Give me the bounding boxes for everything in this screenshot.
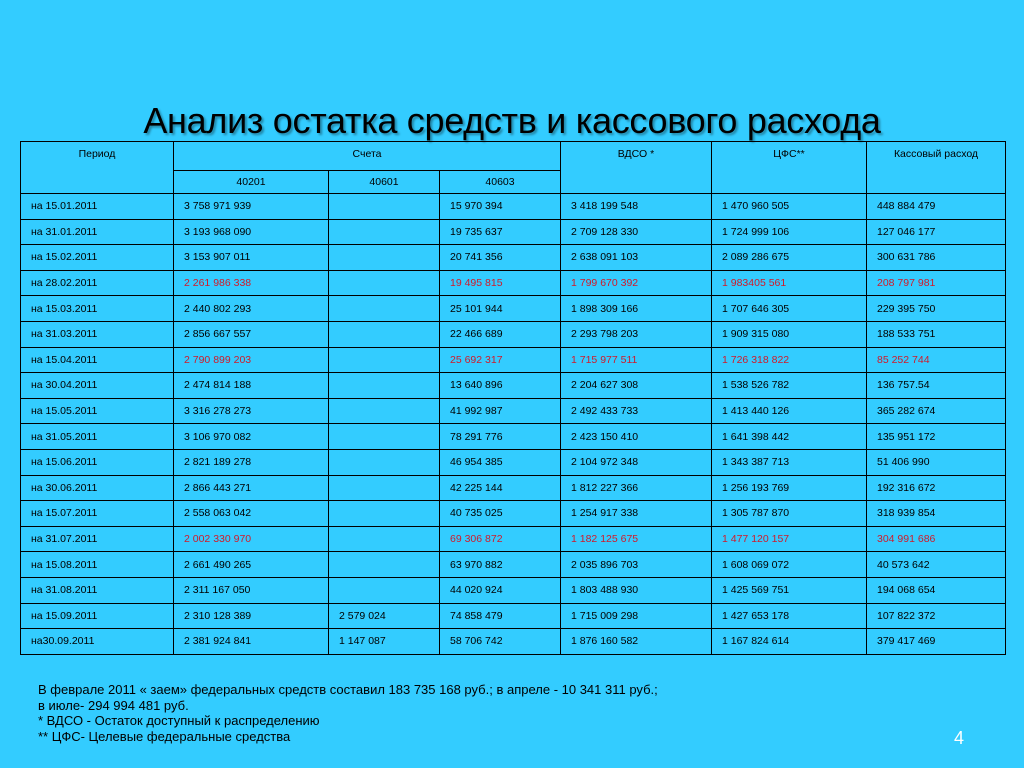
header-account-40601: 40601	[329, 171, 440, 194]
cell-cfs: 1 256 193 769	[712, 475, 867, 501]
cell-account-40601	[329, 347, 440, 373]
cell-cash-expense: 318 939 854	[867, 501, 1006, 527]
cell-account-40603: 69 306 872	[440, 526, 561, 552]
note-vdso-definition: * ВДСО - Остаток доступный к распределению	[38, 713, 320, 728]
cell-account-40201: 2 866 443 271	[174, 475, 329, 501]
cell-period: на 15.01.2011	[21, 194, 174, 220]
table-row	[21, 245, 1006, 271]
cell-cfs: 1 413 440 126	[712, 398, 867, 424]
cell-account-40603: 63 970 882	[440, 552, 561, 578]
cell-cash-expense: 51 406 990	[867, 449, 1006, 475]
cell-period: на 15.09.2011	[21, 603, 174, 629]
cell-account-40601	[329, 475, 440, 501]
cell-account-40603: 46 954 385	[440, 449, 561, 475]
cell-cfs: 1 724 999 106	[712, 219, 867, 245]
cell-account-40601	[329, 245, 440, 271]
cell-period: на 31.03.2011	[21, 321, 174, 347]
cell-period: на 28.02.2011	[21, 270, 174, 296]
cell-cash-expense: 85 252 744	[867, 347, 1006, 373]
cell-account-40601	[329, 449, 440, 475]
cell-account-40201: 2 790 899 203	[174, 347, 329, 373]
cell-cfs: 1 477 120 157	[712, 526, 867, 552]
table-row	[21, 347, 1006, 373]
table-row	[21, 321, 1006, 347]
cell-period: на 15.08.2011	[21, 552, 174, 578]
cell-cfs: 1 608 069 072	[712, 552, 867, 578]
cell-account-40601: 2 579 024	[329, 603, 440, 629]
cell-vdso: 2 423 150 410	[561, 424, 712, 450]
cell-vdso: 2 104 972 348	[561, 449, 712, 475]
header-cfs: ЦФС**	[712, 142, 867, 194]
table-row	[21, 398, 1006, 424]
cell-account-40601	[329, 501, 440, 527]
cell-period: на 15.05.2011	[21, 398, 174, 424]
cell-cfs: 1 983405 561	[712, 270, 867, 296]
cell-cfs: 1 343 387 713	[712, 449, 867, 475]
table-row	[21, 373, 1006, 399]
cell-account-40603: 20 741 356	[440, 245, 561, 271]
header-account-40201: 40201	[174, 171, 329, 194]
table-row	[21, 296, 1006, 322]
cell-vdso: 1 182 125 675	[561, 526, 712, 552]
cell-cfs: 1 641 398 442	[712, 424, 867, 450]
cell-cash-expense: 229 395 750	[867, 296, 1006, 322]
table-row	[21, 577, 1006, 603]
cell-account-40603: 19 735 637	[440, 219, 561, 245]
table-row	[21, 194, 1006, 220]
cell-vdso: 1 898 309 166	[561, 296, 712, 322]
cell-account-40603: 19 495 815	[440, 270, 561, 296]
cell-account-40201: 3 153 907 011	[174, 245, 329, 271]
cell-account-40603: 40 735 025	[440, 501, 561, 527]
cell-account-40601	[329, 219, 440, 245]
cell-cash-expense: 192 316 672	[867, 475, 1006, 501]
cell-account-40603: 15 970 394	[440, 194, 561, 220]
cell-account-40603: 78 291 776	[440, 424, 561, 450]
cell-account-40603: 74 858 479	[440, 603, 561, 629]
cell-period: на 31.07.2011	[21, 526, 174, 552]
header-account-40603: 40603	[440, 171, 561, 194]
cell-account-40201: 3 758 971 939	[174, 194, 329, 220]
cell-period: на 15.04.2011	[21, 347, 174, 373]
cell-account-40601	[329, 321, 440, 347]
cell-cash-expense: 365 282 674	[867, 398, 1006, 424]
table-row	[21, 526, 1006, 552]
table-row	[21, 629, 1006, 655]
cell-account-40603: 44 020 924	[440, 577, 561, 603]
cell-cash-expense: 448 884 479	[867, 194, 1006, 220]
cell-vdso: 1 812 227 366	[561, 475, 712, 501]
cell-account-40601	[329, 296, 440, 322]
cell-account-40201: 2 261 986 338	[174, 270, 329, 296]
cell-cfs: 1 909 315 080	[712, 321, 867, 347]
table-row	[21, 424, 1006, 450]
cell-cash-expense: 127 046 177	[867, 219, 1006, 245]
header-cash-expense: Кассовый расход	[867, 142, 1006, 194]
cell-period: на 15.06.2011	[21, 449, 174, 475]
cell-cfs: 1 538 526 782	[712, 373, 867, 399]
header-accounts: Счета	[174, 142, 561, 171]
note-cfs-definition: ** ЦФС- Целевые федеральные средства	[38, 728, 291, 744]
cell-account-40603: 25 692 317	[440, 347, 561, 373]
cell-account-40601	[329, 270, 440, 296]
cell-vdso: 2 204 627 308	[561, 373, 712, 399]
cell-account-40201: 2 474 814 188	[174, 373, 329, 399]
cell-vdso: 2 035 896 703	[561, 552, 712, 578]
cell-account-40201: 3 193 968 090	[174, 219, 329, 245]
cell-account-40601	[329, 552, 440, 578]
cell-cfs: 1 726 318 822	[712, 347, 867, 373]
cell-cash-expense: 107 822 372	[867, 603, 1006, 629]
cell-account-40603: 41 992 987	[440, 398, 561, 424]
cell-account-40601	[329, 398, 440, 424]
note-loan-2: в июле- 294 994 481 руб.	[38, 697, 189, 713]
cell-period: на 15.02.2011	[21, 245, 174, 271]
table-body	[21, 194, 1006, 655]
cell-cash-expense: 136 757.54	[867, 373, 1006, 399]
cell-vdso: 2 638 091 103	[561, 245, 712, 271]
cell-vdso: 2 709 128 330	[561, 219, 712, 245]
table-row	[21, 475, 1006, 501]
cell-account-40201: 3 316 278 273	[174, 398, 329, 424]
slide-title: Анализ остатка средств и кассового расхода	[143, 100, 881, 141]
cell-cfs: 1 167 824 614	[712, 629, 867, 655]
cell-account-40603: 42 225 144	[440, 475, 561, 501]
cell-cash-expense: 194 068 654	[867, 577, 1006, 603]
table-row	[21, 603, 1006, 629]
cell-account-40601	[329, 424, 440, 450]
cell-account-40601: 1 147 087	[329, 629, 440, 655]
header-period: Период	[21, 142, 174, 194]
cell-vdso: 1 876 160 582	[561, 629, 712, 655]
cell-account-40201: 2 381 924 841	[174, 629, 329, 655]
cell-cfs: 1 425 569 751	[712, 577, 867, 603]
cell-vdso: 1 715 009 298	[561, 603, 712, 629]
cell-period: на30.09.2011	[21, 629, 174, 655]
cell-cfs: 1 470 960 505	[712, 194, 867, 220]
cell-account-40201: 2 002 330 970	[174, 526, 329, 552]
cell-vdso: 2 293 798 203	[561, 321, 712, 347]
cell-period: на 31.08.2011	[21, 577, 174, 603]
cell-cash-expense: 379 417 469	[867, 629, 1006, 655]
cell-cash-expense: 208 797 981	[867, 270, 1006, 296]
cell-vdso: 1 799 670 392	[561, 270, 712, 296]
cell-account-40603: 58 706 742	[440, 629, 561, 655]
header-vdso: ВДСО *	[561, 142, 712, 194]
cell-account-40201: 2 821 189 278	[174, 449, 329, 475]
cell-period: на 31.05.2011	[21, 424, 174, 450]
cell-cash-expense: 188 533 751	[867, 321, 1006, 347]
cell-vdso: 1 254 917 338	[561, 501, 712, 527]
cell-cfs: 1 305 787 870	[712, 501, 867, 527]
balance-table	[20, 141, 1006, 655]
table-row	[21, 552, 1006, 578]
cell-vdso: 3 418 199 548	[561, 194, 712, 220]
cell-cash-expense: 304 991 686	[867, 526, 1006, 552]
table-row	[21, 270, 1006, 296]
cell-cfs: 2 089 286 675	[712, 245, 867, 271]
cell-period: на 30.04.2011	[21, 373, 174, 399]
cell-account-40601	[329, 577, 440, 603]
cell-vdso: 2 492 433 733	[561, 398, 712, 424]
cell-account-40201: 3 106 970 082	[174, 424, 329, 450]
cell-period: на 15.03.2011	[21, 296, 174, 322]
cell-account-40601	[329, 194, 440, 220]
table-row	[21, 219, 1006, 245]
cell-account-40201: 2 440 802 293	[174, 296, 329, 322]
cell-account-40201: 2 856 667 557	[174, 321, 329, 347]
table-row	[21, 501, 1006, 527]
cell-account-40601	[329, 526, 440, 552]
cell-account-40201: 2 311 167 050	[174, 577, 329, 603]
cell-cfs: 1 707 646 305	[712, 296, 867, 322]
cell-account-40601	[329, 373, 440, 399]
cell-period: на 31.01.2011	[21, 219, 174, 245]
cell-account-40201: 2 310 128 389	[174, 603, 329, 629]
cell-period: на 30.06.2011	[21, 475, 174, 501]
cell-cash-expense: 40 573 642	[867, 552, 1006, 578]
page-number: 4	[953, 728, 964, 748]
footnotes	[38, 682, 658, 744]
cell-period: на 15.07.2011	[21, 501, 174, 527]
cell-account-40603: 13 640 896	[440, 373, 561, 399]
cell-account-40603: 25 101 944	[440, 296, 561, 322]
cell-account-40201: 2 661 490 265	[174, 552, 329, 578]
table-row	[21, 449, 1006, 475]
cell-account-40603: 22 466 689	[440, 321, 561, 347]
cell-cfs: 1 427 653 178	[712, 603, 867, 629]
cell-vdso: 1 803 488 930	[561, 577, 712, 603]
cell-cash-expense: 300 631 786	[867, 245, 1006, 271]
cell-vdso: 1 715 977 511	[561, 347, 712, 373]
cell-account-40201: 2 558 063 042	[174, 501, 329, 527]
cell-cash-expense: 135 951 172	[867, 424, 1006, 450]
note-loan-1: В феврале 2011 « заем» федеральных средств составил 183 735 168 руб.; в апреле - 10 341 311 руб.;	[38, 682, 658, 697]
